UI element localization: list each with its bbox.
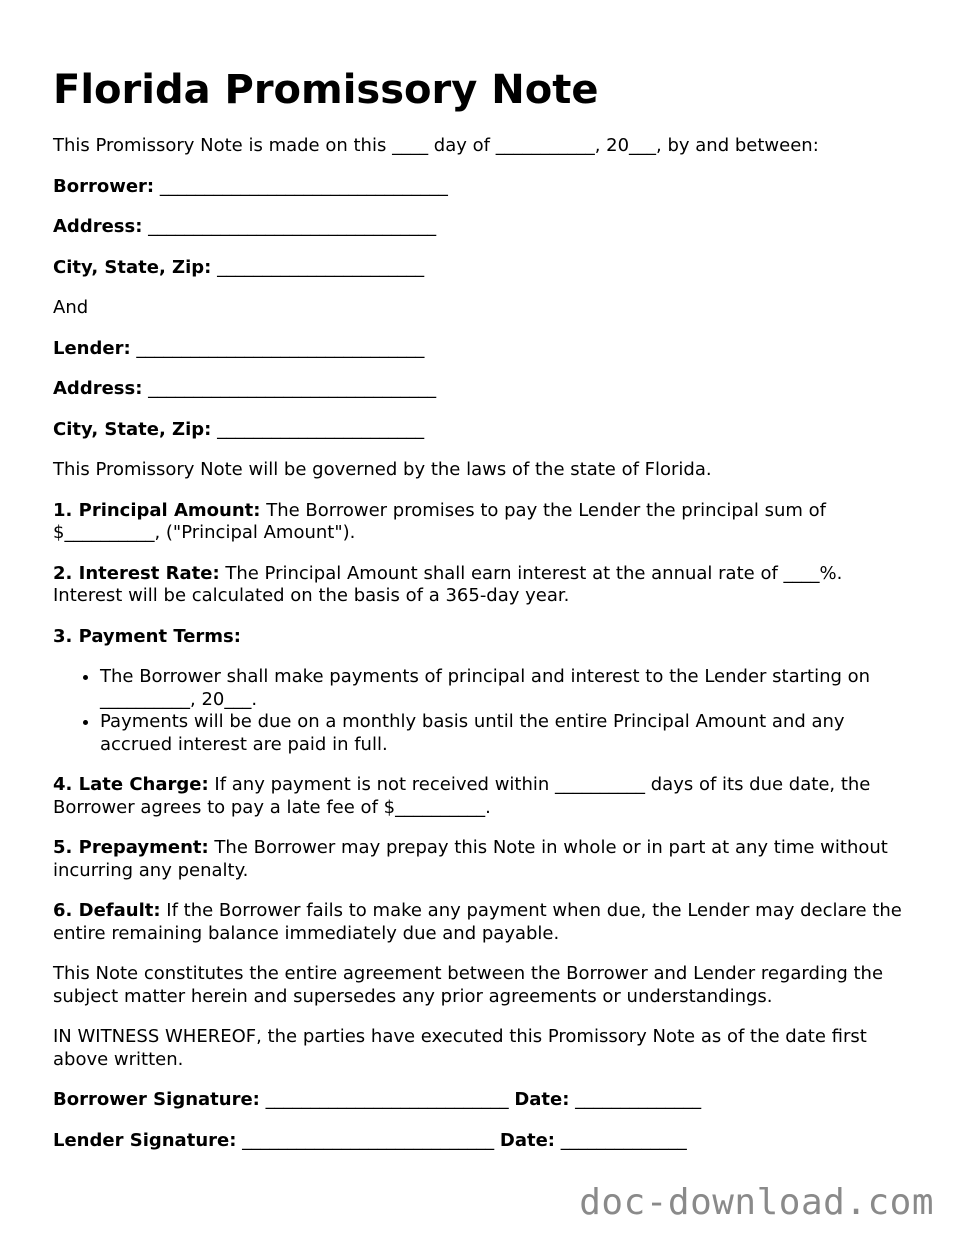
borrower-name-line [53,176,913,199]
lender-date-label: Date: [499,1129,555,1151]
lender-address-blank: ________________________________ [142,378,437,399]
lender-signature-label: Lender Signature: [53,1129,237,1151]
borrower-city-line [53,257,913,280]
prepayment-heading: 5. Prepayment: [53,837,209,858]
borrower-signature-blank: ___________________________ [259,1089,515,1110]
watermark: doc-download.com [579,1182,934,1223]
principal-text: The Borrower promises to pay the Lender the principal sum of $__________, ("Principal Amount"). [53,499,826,543]
prepayment-text: The Borrower may prepay this Note in whole or in part at any time without incurring any penalty. [53,837,888,881]
borrower-address-line [53,216,913,239]
document-page [53,66,913,1170]
borrower-address-label: Address: [53,216,143,237]
lender-signature-line [53,1130,913,1153]
list-item: • Payments will be due on a monthly basis until the entire Principal Amount and any accrued interest are paid in full. [100,711,913,756]
lender-name-blank: ________________________________ [130,337,425,359]
witness-paragraph: IN WITNESS WHEREOF, the parties have executed this Promissory Note as of the date first above written. [53,1026,867,1070]
default-section [53,900,913,945]
payment-terms-list [53,666,913,756]
lender-city-label: City, State, Zip: [53,418,212,440]
governing-law-paragraph: This Promissory Note will be governed by the laws of the state of Florida. [53,459,712,480]
intro-paragraph: This Promissory Note is made on this ____ day of ___________, 20___, by and between: [53,135,819,156]
borrower-city-label: City, State, Zip: [53,256,212,278]
borrower-name-blank: ________________________________ [154,175,448,197]
lender-date-blank: ______________ [554,1129,687,1151]
late-charge-heading: 4. Late Charge: [53,774,209,795]
principal-heading: 1. Principal Amount: [53,499,261,521]
borrower-signature-line [53,1089,913,1112]
payment-heading: 3. Payment Terms: [53,625,241,647]
lender-city-line [53,419,913,442]
and-text: And [53,297,89,318]
borrower-name-label: Borrower: [53,175,155,197]
borrower-city-blank: _______________________ [211,256,425,278]
default-heading: 6. Default: [53,900,161,921]
prepayment-section [53,837,913,882]
lender-address-line [53,378,913,401]
lender-signature-blank: ____________________________ [236,1129,500,1151]
lender-city-blank: _______________________ [211,418,425,440]
interest-section [53,563,913,608]
default-text: If the Borrower fails to make any payment when due, the Lender may declare the entire remaining balance immediately due and payable. [53,900,902,944]
late-charge-text: If any payment is not received within __________ days of its due date, the Borrower agrees to pay a late fee of $__________. [53,774,871,818]
payment-section [53,626,913,649]
lender-name-line [53,338,913,361]
principal-section [53,500,913,545]
lender-address-label: Address: [53,378,143,399]
late-charge-section [53,774,913,819]
page-title: Florida Promissory Note [53,67,599,113]
borrower-signature-label: Borrower Signature: [53,1089,260,1110]
lender-name-label: Lender: [53,337,131,359]
interest-text: The Principal Amount shall earn interest at the annual rate of ____%. Interest will be calculated on the basis of a 365-day year. [53,562,843,606]
borrower-date-blank: ______________ [569,1089,702,1110]
borrower-date-label: Date: [514,1089,570,1110]
borrower-address-blank: ________________________________ [142,216,437,237]
list-item: • The Borrower shall make payments of principal and interest to the Lender starting on __________, 20___. [100,666,913,711]
entire-agreement-paragraph: This Note constitutes the entire agreement between the Borrower and Lender regarding the subject matter herein and supersedes any prior agreements or understandings. [53,963,884,1007]
interest-heading: 2. Interest Rate: [53,562,220,584]
